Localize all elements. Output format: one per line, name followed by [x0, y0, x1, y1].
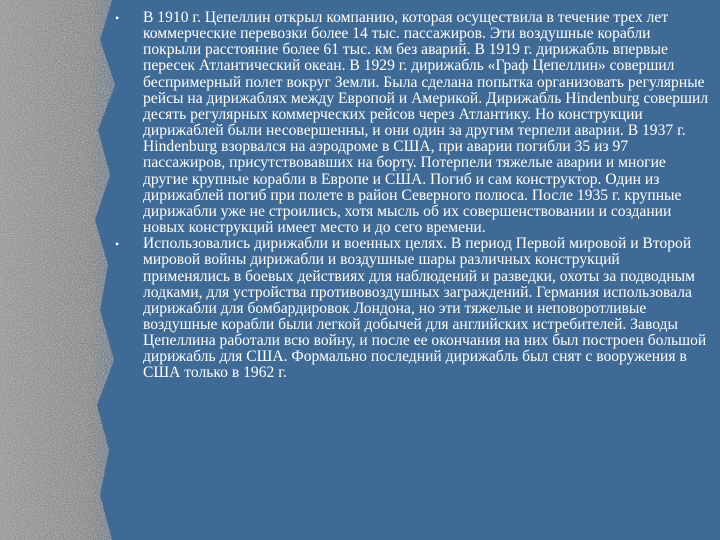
- paragraph-text: В 1910 г. Цепеллин открыл компанию, которая осуществила в течение трех лет коммерческие перевозки более 14 тыс. пассажиров. Эти воздушные корабли покрыли расстояние более 61 тыс. км без аварий. В 1919 г. дирижабль впервые пересек Атлантический океан. В 1929 г. дирижабль «Граф Цепеллин» совершил беспримерный полет вокруг Земли. Была сделана попытка организовать регулярные рейсы на дирижаблях между Европой и Америкой. Дирижабль Hindenburg совершил десять регулярных коммерческих рейсов через Атлантику. Но конструкции дирижаблей были несовершенны, и они один за другим терпели аварии. В 1937 г. Hindenburg взорвался на аэродроме в США, при аварии погибли 35 из 97 пассажиров, присутствовавших на борту. Потерпели тяжелые аварии и многие другие крупные корабли в Европе и США. Погиб и сам конструктор. Один из дирижаблей погиб при полете в район Северного полюса. После 1935 г. крупные дирижабли уже не строились, хотя мысль об их совершенствовании и создании новых конструкций имеет место и до сего времени.: [143, 9, 709, 237]
- text-content: [108, 10, 710, 382]
- paragraph-text: Использовались дирижабли и военных целях. В период Первой мировой и Второй мировой войны дирижабли и воздушные шары различных конструкций применялись в боевых действиях для наблюдений и разведки, охоты за подводным лодками, для устройства противовоздушных заграждений. Германия использовала дирижабли для бомбардировок Лондона, но эти тяжелые и неповоротливые воздушные корабли были легкой добычей для английских истребителей. Заводы Цепеллина работали всю войну, и после ее окончания на них был построен большой дирижабль для США. Формально последний дирижабль был снят с вооружения в США только в 1962 г.: [143, 235, 707, 382]
- bullet-paragraph-1: [108, 10, 710, 236]
- bullet-icon: •: [115, 11, 120, 25]
- bullet-paragraph-2: [108, 236, 710, 381]
- bullet-icon: •: [115, 237, 120, 252]
- stone-texture-band: [0, 0, 120, 540]
